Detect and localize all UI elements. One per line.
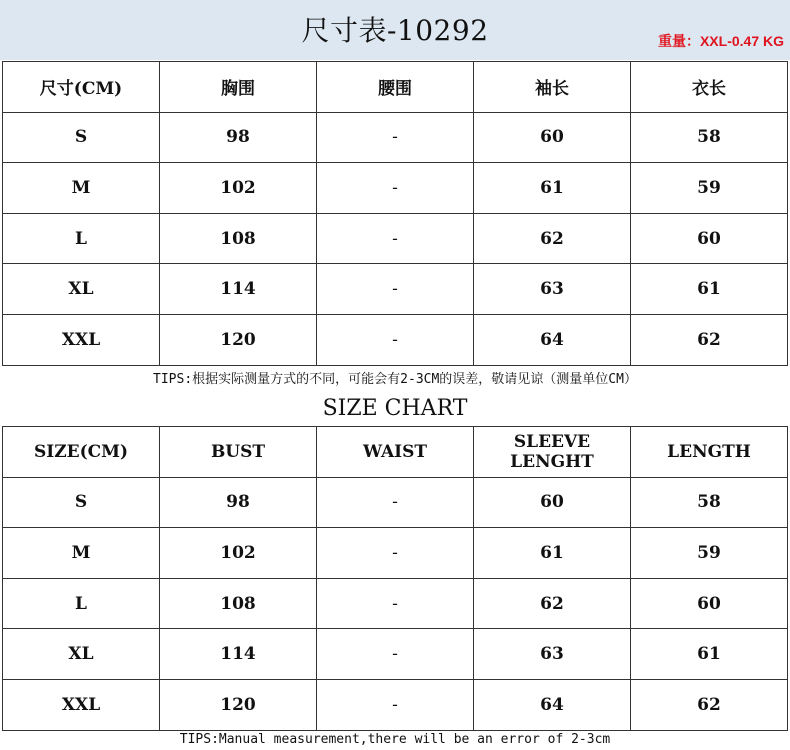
size-cell: S [3, 477, 160, 528]
column-header: 袖长 [474, 62, 631, 113]
table-header-row [3, 62, 788, 113]
table-cell: 59 [631, 528, 788, 579]
weight-label: 重量：XXL-0.47 KG [657, 33, 784, 49]
table-cell: 61 [474, 163, 631, 214]
table-cell: 61 [631, 629, 788, 680]
size-cell: S [3, 112, 160, 163]
table-cell: 61 [631, 264, 788, 315]
size-cell: XL [3, 629, 160, 680]
size-cell: XXL [3, 314, 160, 365]
table-cell: 98 [160, 477, 317, 528]
size-cell: XL [3, 264, 160, 315]
table-header-row [3, 427, 788, 478]
column-header: 胸围 [160, 62, 317, 113]
table-cell: 60 [631, 578, 788, 629]
column-header: 腰围 [317, 62, 474, 113]
table-cell: 108 [160, 578, 317, 629]
table-cell: 114 [160, 629, 317, 680]
size-cell: XXL [3, 679, 160, 730]
table-cell: 63 [474, 629, 631, 680]
tips-chinese: TIPS:根据实际测量方式的不同，可能会有2-3CM的误差，敬请见谅（测量单位CM） [153, 372, 637, 387]
table-row [3, 163, 788, 214]
table-cell: 58 [631, 112, 788, 163]
column-header: LENGTH [631, 427, 788, 478]
size-cell: M [3, 163, 160, 214]
table-row [3, 213, 788, 264]
column-header: 尺寸(CM) [3, 62, 160, 113]
column-header: BUST [160, 427, 317, 478]
table-cell: 62 [474, 578, 631, 629]
table-row [3, 112, 788, 163]
size-cell: L [3, 213, 160, 264]
column-header: SIZE(CM) [3, 427, 160, 478]
table-cell: 59 [631, 163, 788, 214]
column-header: WAIST [317, 427, 474, 478]
table-cell: - [317, 163, 474, 214]
page-title: 尺寸表-10292 [301, 14, 489, 47]
table-cell: 114 [160, 264, 317, 315]
table-cell: 60 [631, 213, 788, 264]
table-cell: 62 [474, 213, 631, 264]
table-row [3, 314, 788, 365]
table-cell: 60 [474, 112, 631, 163]
table-cell: 64 [474, 679, 631, 730]
table-cell: 120 [160, 679, 317, 730]
table-cell: - [317, 629, 474, 680]
table-cell: 102 [160, 528, 317, 579]
size-cell: M [3, 528, 160, 579]
table-cell: 61 [474, 528, 631, 579]
table-cell: - [317, 112, 474, 163]
table-cell: 108 [160, 213, 317, 264]
table-cell: 60 [474, 477, 631, 528]
table-row [3, 528, 788, 579]
table-cell: - [317, 213, 474, 264]
table-cell: 120 [160, 314, 317, 365]
size-chart-heading: SIZE CHART [322, 396, 468, 421]
size-table-english [2, 426, 788, 731]
table-row [3, 477, 788, 528]
table-cell: 64 [474, 314, 631, 365]
table-cell: 62 [631, 314, 788, 365]
table-cell: - [317, 477, 474, 528]
table-cell: 98 [160, 112, 317, 163]
table-cell: 58 [631, 477, 788, 528]
table-row [3, 264, 788, 315]
table-cell: - [317, 528, 474, 579]
table-cell: - [317, 264, 474, 315]
table-row [3, 629, 788, 680]
table-cell: - [317, 314, 474, 365]
table-cell: 62 [631, 679, 788, 730]
tips-english: TIPS:Manual measurement,there will be an error of 2-3cm [179, 732, 611, 747]
column-header: 衣长 [631, 62, 788, 113]
size-cell: L [3, 578, 160, 629]
size-table-chinese [2, 61, 788, 366]
table-cell: - [317, 679, 474, 730]
column-header: SLEEVE LENGHT [474, 427, 631, 478]
table-row [3, 679, 788, 730]
table-cell: 63 [474, 264, 631, 315]
table-cell: 102 [160, 163, 317, 214]
table-row [3, 578, 788, 629]
table-cell: - [317, 578, 474, 629]
